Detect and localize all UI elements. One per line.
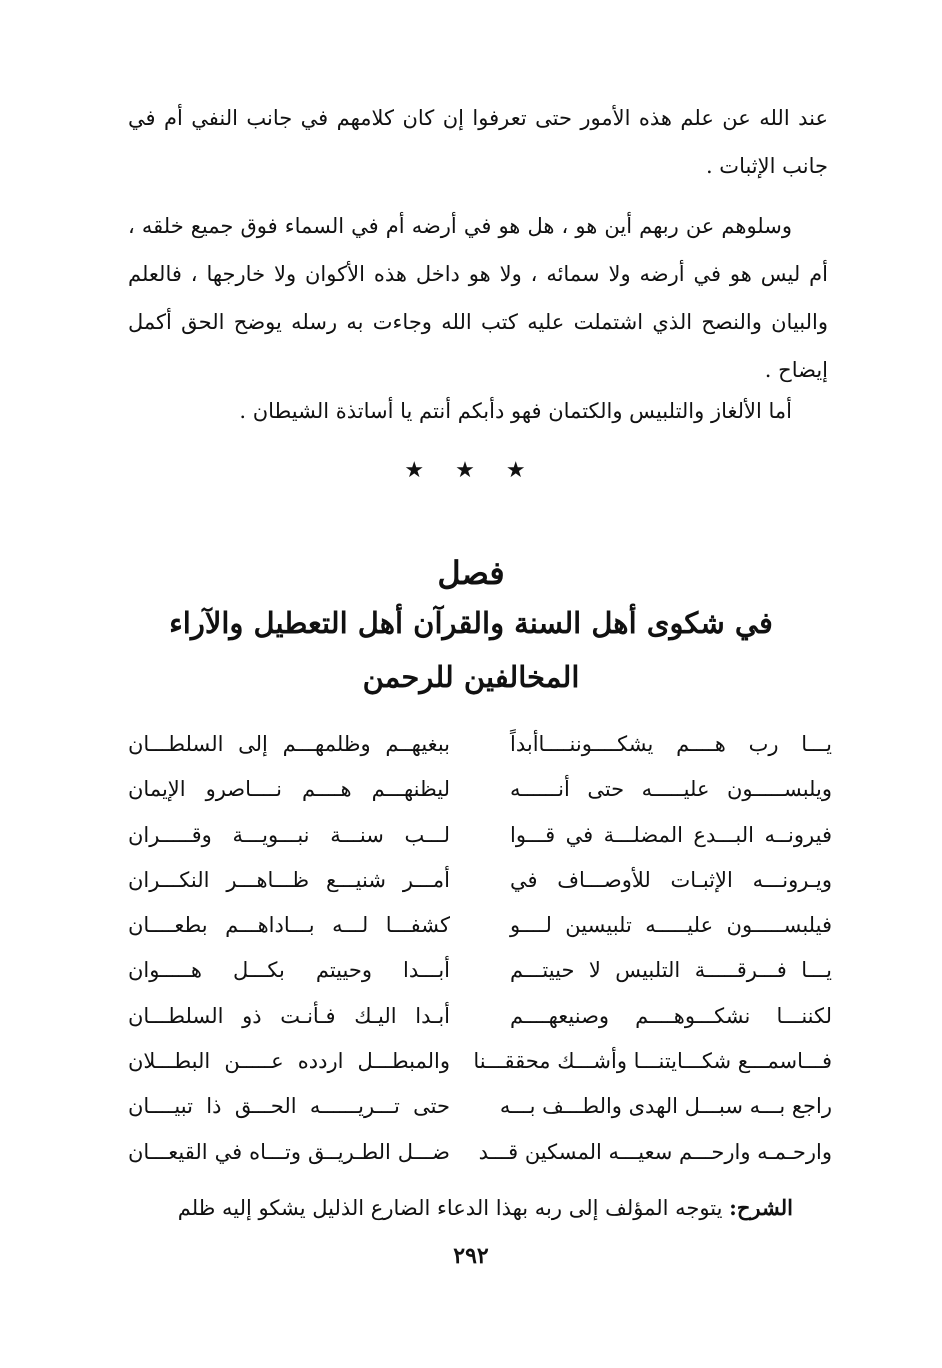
verse-first-hemistich: ويلبســـــون عليـــــه حتى أنــــــه: [510, 777, 832, 802]
verse-second-hemistich: أمـــر شنيـــع ظـــاهـــر النكـــران: [128, 867, 450, 892]
poem-verse: [128, 1130, 832, 1175]
commentary-label: الشرح:: [729, 1195, 793, 1220]
verse-second-hemistich: والمبطـــل اردده عـــــن البطـــلان: [128, 1049, 450, 1074]
verse-first-hemistich: لكننـــا نشكـــوهــــم وصنيعهــــم: [510, 1003, 832, 1028]
verse-first-hemistich: راجع بـــه سبـــل الهدى والطـــف بـــه: [499, 1094, 832, 1119]
verse-first-hemistich: يـــا فـــرقـــــة التلبيس لا حييتـــم: [510, 958, 832, 983]
verse-first-hemistich: ويـرونـــه الإثبـات للأوصـــاف في: [510, 867, 832, 892]
paragraph-2: وسلوهم عن ربهم أين هو ، هل هو في أرضه أم في السماء فوق جميع خلقه ، أم ليس هو في أرضه ولا سمائه ، ولا هو داخل هذه الأكوان ولا خارجها ، فالعلم والبيان والنصح الذي اشتملت عليه كتب الله وجاءت به رسله يوضح الحق أكمل إيضاح .: [128, 214, 828, 382]
poem-verse: [128, 858, 832, 903]
verse-second-hemistich: ضـــل الطـريــق وتـــاه في القيعـــان: [128, 1139, 450, 1164]
verse-second-hemistich: كشفـــا لـــه بـــاداهـــم بطعــــان: [128, 913, 450, 938]
verse-first-hemistich: يـــا رب هــــم يشكــــوننــــاأبداً: [510, 732, 832, 756]
verse-first-hemistich: فـــاسمـــع شكـــايتنـــا وأشـــك محققـــنا: [473, 1049, 832, 1074]
verse-first-hemistich: فيرونــه البـــدع المضلـــة في قـــوا: [510, 822, 832, 847]
poem-verse: [128, 994, 832, 1039]
poem: [128, 722, 832, 1175]
poem-verse: [128, 813, 832, 858]
commentary: [128, 1186, 793, 1230]
page-number: ٢٩٢: [453, 1243, 489, 1269]
section-title: في شكوى أهل السنة والقرآن أهل التعطيل والآراء المخالفين للرحمن: [169, 606, 773, 694]
verse-second-hemistich: حتى تـــريــــــه الحـــق ذا تبيــــان: [128, 1094, 450, 1119]
poem-verse: [128, 903, 832, 948]
verse-second-hemistich: ببغيهــم وظلمهـــم إلى السلطـــان: [128, 732, 450, 756]
poem-verse: [128, 1084, 832, 1129]
section-separator-stars: ★ ★ ★: [404, 458, 538, 483]
poem-verse: [128, 1039, 832, 1084]
verse-second-hemistich: أبـدا اليـك فـأنـت ذو السلطـــان: [128, 1003, 450, 1028]
paragraph-3: أما الألغاز والتلبيس والكتمان فهو دأبكم أنتم يا أساتذة الشيطان .: [239, 399, 792, 423]
poem-verse: [128, 722, 832, 767]
commentary-text: يتوجه المؤلف إلى ربه بهذا الدعاء الضارع الذليل يشكو إليه ظلم: [177, 1196, 723, 1220]
poem-verse: [128, 948, 832, 993]
verse-second-hemistich: لـــب سنـــة نبـــويـــة وقـــــران: [128, 822, 450, 847]
verse-second-hemistich: ليظنهـــم هــــم نــــاصرو الإيمان: [128, 777, 450, 802]
verse-second-hemistich: أبـــدا وحييتم بكـــل هـــــوان: [128, 958, 450, 983]
verse-first-hemistich: فيلبســـــون عليـــــه تلبيسين لــــو: [510, 913, 832, 938]
section-label: فصل: [437, 554, 505, 592]
paragraph-1: عند الله عن علم هذه الأمور حتى تعرفوا إن كان كلامهم في جانب النفي أم في جانب الإثبات .: [128, 106, 828, 178]
verse-first-hemistich: وارحـمـه وارحـــم سعيـــه المسكين قـــد: [478, 1139, 832, 1164]
poem-verse: [128, 767, 832, 812]
